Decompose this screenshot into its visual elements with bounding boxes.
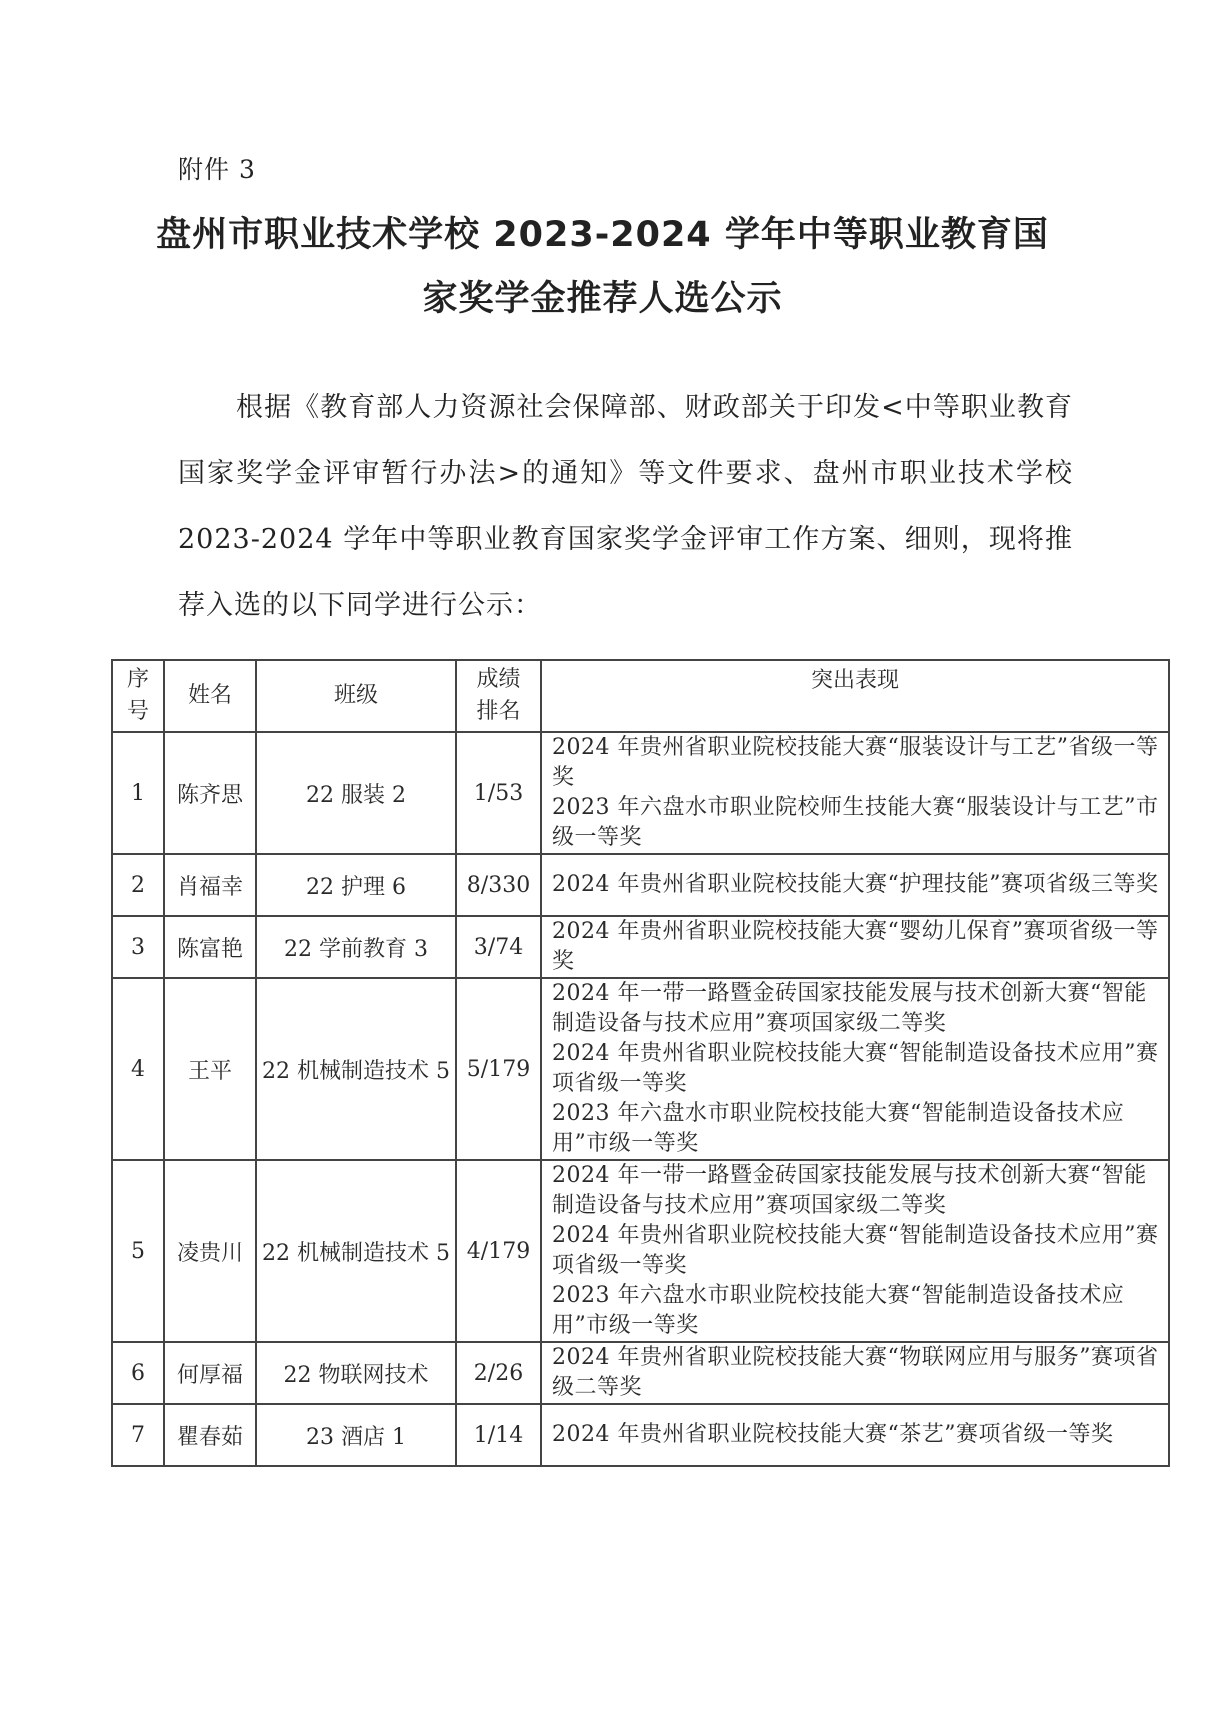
award-item: 2024 年贵州省职业院校技能大赛“护理技能”赛项省级三等奖 [552, 872, 1159, 897]
row-class: 22 机械制造技术 5 [256, 1160, 456, 1342]
row-name: 瞿春茹 [164, 1404, 256, 1466]
row-rank: 4/179 [456, 1160, 541, 1342]
row-name: 王平 [164, 978, 256, 1160]
row-class: 22 学前教育 3 [256, 916, 456, 978]
row-seq: 5 [112, 1160, 164, 1342]
row-awards [541, 1404, 1169, 1466]
intro-paragraph [178, 375, 1073, 639]
header-awards: 突出表现 [541, 660, 1169, 732]
attachment-label: 附件 3 [178, 155, 256, 184]
table-row [112, 732, 1169, 854]
header-seq: 序号 [112, 660, 164, 732]
table-row [112, 1404, 1169, 1466]
intro-text: 根据《教育部人力资源社会保障部、财政部关于印发<中等职业教育国家奖学金评审暂行办法>的通知》等文件要求、盘州市职业技术学校 2023-2024 学年中等职业教育国家奖学金评审工作方案、细则，现将推荐入选的以下同学进行公示： [178, 392, 1073, 621]
row-seq: 2 [112, 854, 164, 916]
row-rank: 1/53 [456, 732, 541, 854]
row-seq: 7 [112, 1404, 164, 1466]
table-row [112, 1342, 1169, 1404]
award-item: 2024 年贵州省职业院校技能大赛“茶艺”赛项省级一等奖 [552, 1422, 1114, 1447]
table-row [112, 916, 1169, 978]
row-rank: 3/74 [456, 916, 541, 978]
title-line-1: 盘州市职业技术学校 2023-2024 学年中等职业教育国 [156, 215, 1049, 255]
row-class: 22 服装 2 [256, 732, 456, 854]
award-item: 2023 年六盘水市职业院校技能大赛“智能制造设备技术应用”市级一等奖 [552, 1283, 1125, 1338]
document-title [110, 203, 1095, 331]
row-name: 何厚福 [164, 1342, 256, 1404]
award-item: 2024 年贵州省职业院校技能大赛“服装设计与工艺”省级一等奖 [552, 735, 1159, 790]
row-rank: 2/26 [456, 1342, 541, 1404]
table-row [112, 854, 1169, 916]
award-item: 2024 年贵州省职业院校技能大赛“智能制造设备技术应用”赛项省级一等奖 [552, 1041, 1159, 1096]
header-name: 姓名 [164, 660, 256, 732]
row-name: 陈齐思 [164, 732, 256, 854]
row-awards [541, 1160, 1169, 1342]
award-item: 2024 年一带一路暨金砖国家技能发展与技术创新大赛“智能制造设备与技术应用”赛项国家级二等奖 [552, 981, 1147, 1036]
row-class: 22 机械制造技术 5 [256, 978, 456, 1160]
title-line-2: 家奖学金推荐人选公示 [422, 279, 783, 319]
row-rank: 8/330 [456, 854, 541, 916]
award-item: 2024 年贵州省职业院校技能大赛“物联网应用与服务”赛项省级二等奖 [552, 1345, 1159, 1400]
table-header-row [112, 660, 1169, 732]
header-class: 班级 [256, 660, 456, 732]
row-seq: 6 [112, 1342, 164, 1404]
row-rank: 1/14 [456, 1404, 541, 1466]
row-awards [541, 732, 1169, 854]
recommendation-table [111, 659, 1170, 1467]
award-item: 2024 年一带一路暨金砖国家技能发展与技术创新大赛“智能制造设备与技术应用”赛项国家级二等奖 [552, 1163, 1147, 1218]
award-item: 2024 年贵州省职业院校技能大赛“智能制造设备技术应用”赛项省级一等奖 [552, 1223, 1159, 1278]
table-row [112, 978, 1169, 1160]
row-name: 肖福幸 [164, 854, 256, 916]
table-row [112, 1160, 1169, 1342]
award-item: 2023 年六盘水市职业院校技能大赛“智能制造设备技术应用”市级一等奖 [552, 1101, 1125, 1156]
row-rank: 5/179 [456, 978, 541, 1160]
row-name: 凌贵川 [164, 1160, 256, 1342]
table-body [112, 732, 1169, 1466]
row-seq: 1 [112, 732, 164, 854]
award-item: 2024 年贵州省职业院校技能大赛“婴幼儿保育”赛项省级一等奖 [552, 919, 1159, 974]
row-seq: 3 [112, 916, 164, 978]
row-awards [541, 854, 1169, 916]
row-awards [541, 916, 1169, 978]
row-class: 23 酒店 1 [256, 1404, 456, 1466]
row-awards [541, 1342, 1169, 1404]
award-item: 2023 年六盘水市职业院校师生技能大赛“服装设计与工艺”市级一等奖 [552, 795, 1159, 850]
row-class: 22 物联网技术 [256, 1342, 456, 1404]
row-seq: 4 [112, 978, 164, 1160]
row-name: 陈富艳 [164, 916, 256, 978]
row-class: 22 护理 6 [256, 854, 456, 916]
header-rank: 成绩排名 [456, 660, 541, 732]
row-awards [541, 978, 1169, 1160]
